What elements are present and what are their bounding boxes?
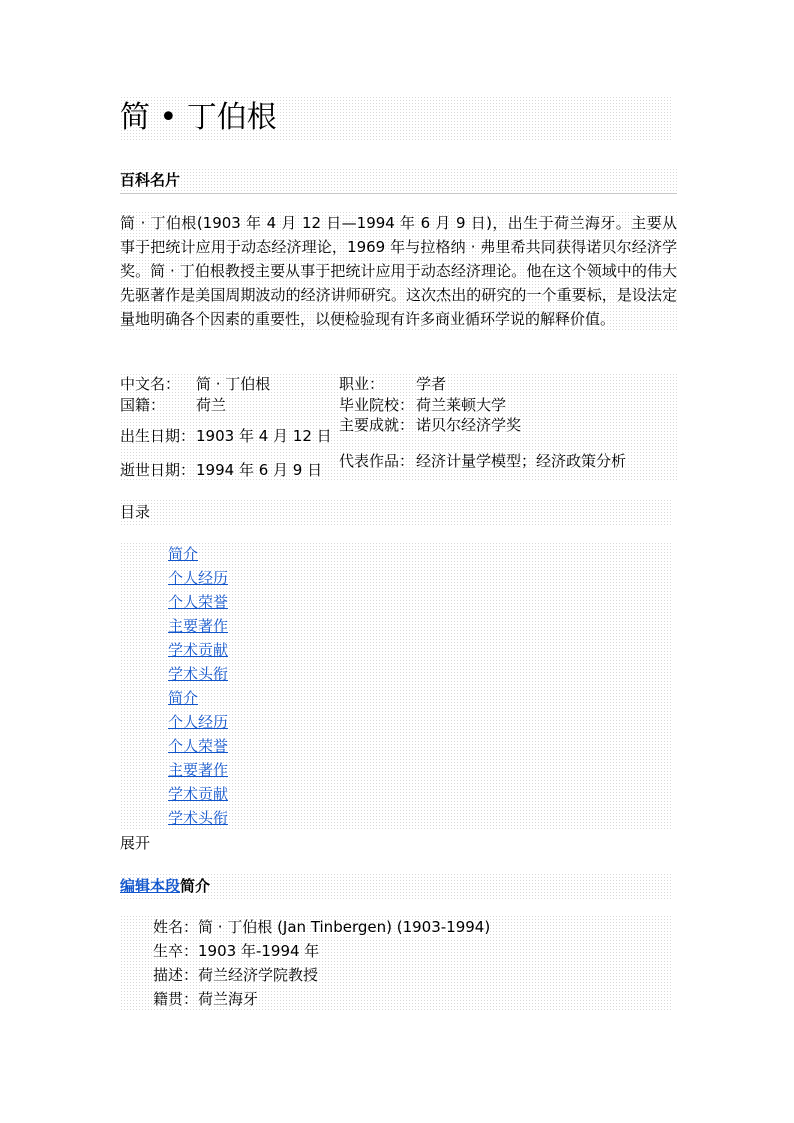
toc-item — [168, 542, 673, 566]
summary-paragraph: 简 · 丁伯根(1903 年 4 月 12 日—1994 年 6 月 9 日)，出生于荷兰海牙。主要从事于把统计应用于动态经济理论，1969 年与拉格纳 · 弗里希共同获得诺贝尔经济学奖。简 · 丁伯根教授主要从事于把统计应用于动态经济理论。他在这个领域中的伟大先驱著作是美国周期波动的经济讲师研究。这次杰出的研究的一个重要标，是设法定量地明确各个因素的重要性，以便检验现有许多商业循环学说的解释价值。 — [120, 211, 677, 331]
info-value: 1903 年 4 月 12 日 — [196, 427, 332, 445]
toc-item — [168, 614, 673, 638]
toc-item — [168, 590, 673, 614]
info-table — [120, 373, 677, 482]
toc-link-honors[interactable]: 个人荣誉 — [168, 737, 229, 755]
toc-link-experience[interactable]: 个人经历 — [168, 569, 229, 587]
card-heading: 百科名片 — [120, 168, 677, 194]
bio-line: 籍贯：荷兰海牙 — [153, 990, 259, 1008]
page-title: 简 • 丁伯根 — [120, 96, 673, 140]
info-label: 中文名： — [120, 374, 181, 393]
toc-link-contributions[interactable]: 学术贡献 — [168, 641, 229, 659]
toc-item — [168, 782, 673, 806]
toc-link-intro[interactable]: 简介 — [168, 689, 199, 707]
info-label: 毕业院校： — [339, 395, 415, 414]
info-label: 主要成就： — [339, 416, 415, 434]
toc-link-works[interactable]: 主要著作 — [168, 761, 229, 779]
toc-item — [168, 758, 673, 782]
info-label: 国籍： — [120, 395, 166, 414]
bio-line: 姓名：简 · 丁伯根 (Jan Tinbergen) (1903-1994) — [153, 918, 491, 936]
toc-item — [168, 806, 673, 830]
edit-section-link[interactable]: 编辑本段 — [120, 877, 181, 895]
toc-item — [168, 638, 673, 662]
info-row — [120, 394, 677, 415]
toc-link-intro[interactable]: 简介 — [168, 545, 199, 563]
toc-link-honors[interactable]: 个人荣誉 — [168, 593, 229, 611]
section-heading — [120, 873, 673, 899]
info-value: 经济计量学模型；经济政策分析 — [416, 451, 627, 470]
info-label: 逝世日期： — [120, 460, 196, 479]
toc-link-contributions[interactable]: 学术贡献 — [168, 785, 229, 803]
info-value: 荷兰 — [196, 395, 227, 414]
bio-line: 描述：荷兰经济学院教授 — [153, 966, 319, 984]
toc-list — [120, 542, 673, 830]
toc-item — [168, 566, 673, 590]
toc-link-experience[interactable]: 个人经历 — [168, 713, 229, 731]
toc-link-titles[interactable]: 学术头衔 — [168, 809, 229, 827]
info-value: 1994 年 6 月 9 日 — [196, 460, 323, 479]
expand-toggle[interactable]: 展开 — [120, 834, 151, 852]
info-row — [120, 373, 677, 394]
toc-item — [168, 734, 673, 758]
toc-heading: 目录 — [120, 499, 673, 525]
info-value: 学者 — [416, 374, 447, 393]
info-value: 简 · 丁伯根 — [196, 374, 271, 393]
info-label: 职业： — [339, 374, 385, 393]
info-value: 诺贝尔经济学奖 — [416, 416, 522, 434]
toc-item — [168, 710, 673, 734]
info-row — [120, 457, 677, 482]
bio-block — [120, 915, 673, 1011]
toc-link-titles[interactable]: 学术头衔 — [168, 665, 229, 683]
toc-link-works[interactable]: 主要著作 — [168, 617, 229, 635]
info-value: 荷兰莱顿大学 — [416, 395, 507, 414]
bio-line: 生卒：1903 年-1994 年 — [153, 942, 320, 960]
info-label: 代表作品： — [339, 451, 415, 470]
info-label: 出生日期： — [120, 427, 196, 445]
toc-item — [168, 662, 673, 686]
toc-item — [168, 686, 673, 710]
section-title: 简介 — [180, 877, 211, 895]
